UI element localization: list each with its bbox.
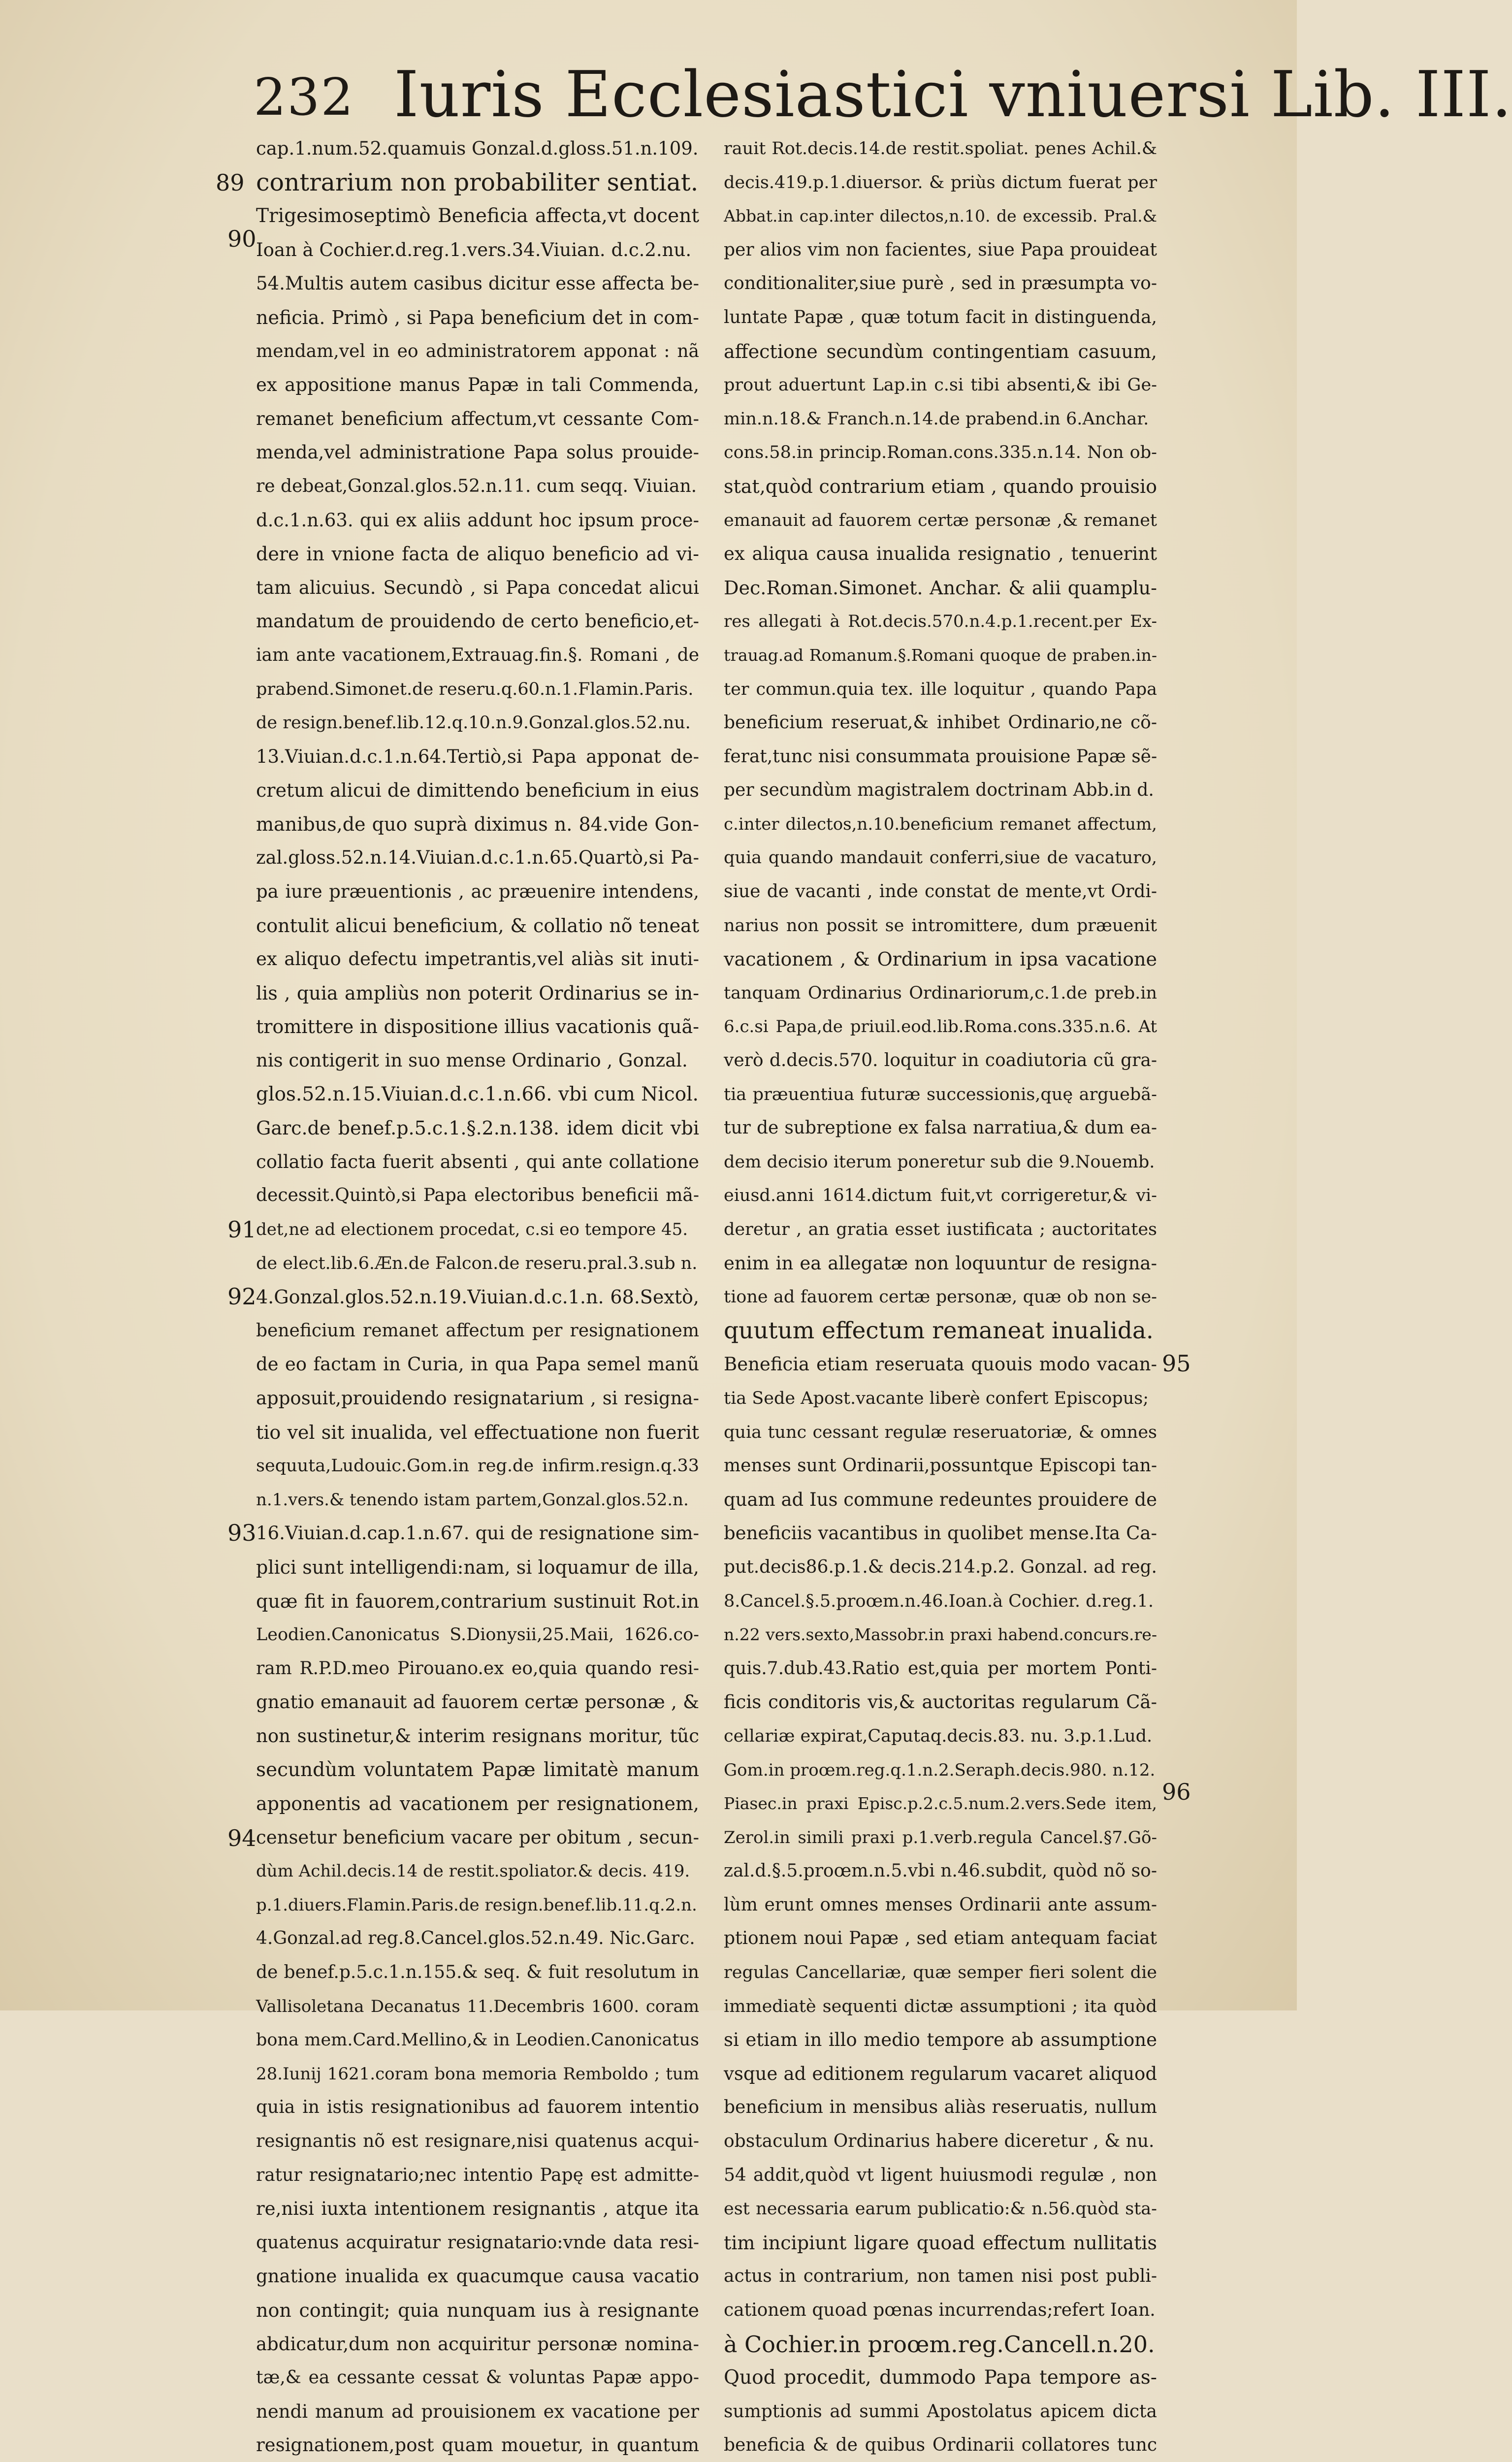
text-line: zal.d.§.5.proœm.n.5.vbi n.46.subdit, quòd nõ so- [724,1861,1157,1881]
text-line: stat,quòd contrarium etiam , quando prouisio [724,475,1157,497]
text-line: Gom.in proœm.reg.q.1.n.2.Seraph.decis.980. n.12. [724,1760,1156,1780]
text-line: ex aliqua causa inualida resignatio , tenuerint [724,543,1157,565]
text-line: non contingit; quia nunquam ius à resignante [256,2300,699,2321]
text-line: 54 addit,quòd vt ligent huiusmodi regulæ , non [724,2165,1157,2185]
text-line: Piasec.in praxi Episc.p.2.c.5.num.2.vers.Sede item, [724,1794,1157,1814]
text-line: Vallisoletana Decanatus 11.Decembris 1600. coram [256,1996,699,2016]
text-line: Trigesimoseptimò Beneficia affecta,vt docent [256,205,699,227]
text-line: tione ad fauorem certæ personæ, quæ ob non se- [724,1287,1157,1307]
text-line: eiusd.anni 1614.dictum fuit,vt corrigeretur,& vi- [724,1186,1157,1206]
text-line: abdicatur,dum non acquiritur personæ nomina- [256,2333,699,2355]
text-line: quia tunc cessant regulæ reseruatoriæ, & omnes [724,1422,1157,1442]
text-line: Quod procedit, dummodo Papa tempore as- [724,2366,1157,2389]
text-line: cons.58.in princip.Roman.cons.335.n.14. Non ob- [724,443,1157,463]
text-line: resignantis nõ est resignare,nisi quatenus acqui- [256,2131,699,2152]
text-line: lùm erunt omnes menses Ordinarii ante assum- [724,1894,1157,1915]
text-line: bona mem.Card.Mellino,& in Leodien.Canonicatus [256,2030,699,2050]
text-line: neficia. Primò , si Papa beneficium det in com- [256,306,699,328]
margin-number: 93 [227,1520,257,1546]
text-line: de eo factam in Curia, in qua Papa semel manũ [256,1354,699,1375]
text-line: p.1.diuers.Flamin.Paris.de resign.benef.lib.11.q.2.n. [256,1895,697,1915]
text-line: per secundùm magistralem doctrinam Abb.in d. [724,780,1154,801]
running-title: Iuris Ecclesiastici vniuersi Lib. III. [394,58,1512,131]
text-line: re debeat,Gonzal.glos.52.n.11. cum seqq. Viuian. [256,476,697,496]
text-line: sumptionis ad summi Apostolatus apicem dicta [724,2401,1157,2422]
text-line: tio vel sit inualida, vel effectuatione non fuerit [256,1421,699,1443]
text-line: per alios vim non facientes, siue Papa prouideat [724,239,1157,260]
text-line: Zerol.in simili praxi p.1.verb.regula Cancel.§7.Gõ- [724,1827,1157,1847]
text-line: quia quando mandauit conferri,siue de vacaturo, [724,848,1157,868]
text-line: n.22 vers.sexto,Massobr.in praxi habend.concurs.re- [724,1625,1157,1645]
text-line: contrarium non probabiliter sentiat. [256,168,699,196]
text-line: dùm Achil.decis.14 de restit.spoliator.& decis. 419. [256,1861,690,1881]
text-line: de elect.lib.6.Æn.de Falcon.de reseru.pral.3.sub n. [256,1253,698,1273]
text-line: beneficia & de quibus Ordinarii collatores tunc [724,2435,1157,2456]
text-line: siue de vacanti , inde constat de mente,vt Ordi- [724,881,1157,902]
text-line: beneficium in mensibus aliàs reseruatis, nullum [724,2097,1157,2118]
text-line: Garc.de benef.p.5.c.1.§.2.n.138. idem dicit vbi [256,1117,699,1139]
text-line: remanet beneficium affectum,vt cessante Com- [256,408,699,429]
text-line: 8.Cancel.§.5.proœm.n.46.Ioan.à Cochier. d.reg.1. [724,1591,1154,1611]
text-line: menses sunt Ordinarii,possuntque Episcopi tan- [724,1456,1157,1476]
text-line: rauit Rot.decis.14.de restit.spoliat. penes Achil.& [724,139,1157,159]
text-line: verò d.decis.570. loquitur in coadiutoria cũ gra- [724,1050,1157,1071]
text-line: vsque ad editionem regularum vacaret aliquod [724,2063,1157,2084]
text-line: emanauit ad fauorem certæ personæ ,& remanet [724,510,1157,530]
text-line: quia in istis resignationibus ad fauorem intentio [256,2097,699,2118]
text-line: sequuta,Ludouic.Gom.in reg.de infirm.resign.q.33 [256,1456,699,1476]
text-line: Abbat.in cap.inter dilectos,n.10. de excessib. Pral.& [724,206,1157,226]
text-line: beneficiis vacantibus in quolibet mense.Ita Ca- [724,1523,1157,1544]
text-line: 4.Gonzal.ad reg.8.Cancel.glos.52.n.49. Nic.Garc. [256,1928,695,1949]
text-line: ram R.P.D.meo Pirouano.ex eo,quia quando resi- [256,1658,699,1679]
right-column [724,132,1157,2462]
text-line: immediatè sequenti dictæ assumptioni ; ita quòd [724,1996,1157,2016]
text-line: gnatio emanauit ad fauorem certæ personæ , & [256,1691,699,1713]
margin-number: 89 [216,169,245,196]
text-line: manibus,de quo suprà diximus n. 84.vide Gon- [256,813,699,835]
text-line: cap.1.num.52.quamuis Gonzal.d.gloss.51.n.109. [256,138,699,159]
text-line: quam ad Ius commune redeuntes prouidere de [724,1489,1157,1510]
text-line: beneficium remanet affectum per resignationem [256,1320,699,1341]
text-line: plici sunt intelligendi:nam, si loquamur de illa, [256,1556,699,1578]
text-line: obstaculum Ordinarius habere diceretur , & nu. [724,2131,1155,2152]
text-line: pa iure præuentionis , ac præuenire intendens, [256,881,699,903]
text-line: tromittere in dispositione illius vacationis quã- [256,1016,699,1038]
text-line: ex aliquo defectu impetrantis,vel aliàs sit inuti- [256,948,699,970]
text-line: ficis conditoris vis,& auctoritas regularum Cã- [724,1691,1157,1713]
text-line: cretum alicui de dimittendo beneficium in eius [256,779,699,802]
text-line: regulas Cancellariæ, quæ semper fieri solent die [724,1963,1157,1983]
text-line: iam ante vacationem,Extrauag.fin.§. Romani , de [256,645,699,665]
left-column [256,132,699,2462]
text-line: quæ fit in fauorem,contrarium sustinuit Rot.in [256,1590,699,1612]
text-line: nendi manum ad prouisionem ex vacatione per [256,2400,699,2422]
text-line: trauag.ad Romanum.§.Romani quoque de praben.in- [724,645,1157,665]
text-line: actus in contrarium, non tamen nisi post publi- [724,2266,1157,2287]
text-line: decis.419.p.1.diuersor. & priùs dictum fuerat per [724,172,1157,193]
text-line: Dec.Roman.Simonet. Anchar. & alii quamplu- [724,577,1157,599]
text-line: 54.Multis autem casibus dicitur esse affecta be- [256,273,699,294]
margin-number: 92 [227,1283,257,1310]
text-line: quis.7.dub.43.Ratio est,quia per mortem Ponti- [724,1658,1157,1679]
text-line: dere in vnione facta de aliquo beneficio ad vi- [256,543,699,565]
text-line: min.n.18.& Franch.n.14.de prabend.in 6.Anchar. [724,409,1149,429]
text-line: quutum effectum remaneat inualida. [724,1317,1154,1344]
text-line: decessit.Quintò,si Papa electoribus beneficii mã- [256,1185,699,1206]
margin-number: 90 [227,226,257,252]
margin-number: 94 [227,1825,257,1851]
text-line: 4.Gonzal.glos.52.n.19.Viuian.d.c.1.n. 68.Sextò, [256,1286,699,1308]
text-line: mendam,vel in eo administratorem apponat : nã [256,341,699,361]
text-line: 28.Iunij 1621.coram bona memoria Remboldo ; tum [256,2064,699,2084]
text-line: à Cochier.in proœm.reg.Cancell.n.20. [724,2331,1155,2358]
text-line: tim incipiunt ligare quoad effectum nullitatis [724,2232,1157,2254]
text-line: vacationem , & Ordinarium in ipsa vacatione [724,948,1157,971]
text-line: cellariæ expirat,Caputaq.decis.83. nu. 3.p.1.Lud. [724,1726,1153,1746]
text-line: tia præuentiua futuræ successionis,quę arguebã- [724,1084,1157,1104]
text-line: gnatione inualida ex quacumque causa vacatio [256,2266,699,2287]
text-line: si etiam in illo medio tempore ab assumptione [724,2029,1157,2051]
text-line: deretur , an gratia esset iustificata ; auctoritates [724,1220,1157,1239]
text-line: put.decis86.p.1.& decis.214.p.2. Gonzal. ad reg. [724,1556,1157,1577]
text-line: beneficium reseruat,& inhibet Ordinario,ne cõ- [724,713,1157,733]
text-line: glos.52.n.15.Viuian.d.c.1.n.66. vbi cum Nicol. [256,1083,699,1105]
text-line: apponentis ad vacationem per resignationem, [256,1793,699,1815]
text-line: apposuit,prouidendo resignatarium , si resigna- [256,1387,699,1409]
text-line: d.c.1.n.63. qui ex aliis addunt hoc ipsum proce- [256,509,699,531]
text-line: conditionaliter,siue purè , sed in præsumpta vo- [724,273,1157,294]
text-line: Ioan à Cochier.d.reg.1.vers.34.Viuian. d.c.2.nu. [256,239,692,260]
text-line: Leodien.Canonicatus S.Dionysii,25.Maii, 1626.co- [256,1625,699,1645]
text-line: cationem quoad pœnas incurrendas;refert Ioan. [724,2300,1156,2320]
text-line: c.inter dilectos,n.10.beneficium remanet affectum, [724,814,1157,834]
text-line: ptionem noui Papæ , sed etiam antequam faciat [724,1928,1157,1949]
text-line: mandatum de prouidendo de certo beneficio,et- [256,611,699,632]
text-line: 16.Viuian.d.cap.1.n.67. qui de resignatione sim- [256,1523,699,1544]
text-line: dem decisio iterum poneretur sub die 9.Nouemb. [724,1152,1155,1172]
text-line: ex appositione manus Papæ in tali Commenda, [256,374,699,396]
text-line: narius non possit se intromittere, dum præuenit [724,915,1157,936]
text-line: tam alicuius. Secundò , si Papa concedat alicui [256,577,699,598]
text-line: resignationem,post quam mouetur, in quantum [256,2434,699,2456]
text-line: ter commun.quia tex. ille loquitur , quando Papa [724,679,1157,699]
text-line: nis contigerit in suo mense Ordinario , Gonzal. [256,1050,688,1071]
text-line: ratur resignatario;nec intentio Papę est admitte- [256,2165,699,2185]
text-line: affectione secundùm contingentiam casuum, [724,340,1157,362]
text-line: tæ,& ea cessante cessat & voluntas Papæ appo- [256,2367,699,2388]
text-line: tur de subreptione ex falsa narratiua,& dum ea- [724,1118,1157,1138]
text-line: menda,vel administratione Papa solus prouide- [256,442,699,463]
text-line: tanquam Ordinarius Ordinariorum,c.1.de preb.in [724,983,1157,1003]
text-line: collatio facta fuerit absenti , qui ante collatione [256,1151,699,1172]
page-number: 232 [254,67,354,127]
text-line: de resign.benef.lib.12.q.10.n.9.Gonzal.glos.52.nu. [256,713,691,733]
text-line: res allegati à Rot.decis.570.n.4.p.1.recent.per Ex- [724,612,1157,632]
text-line: re,nisi iuxta intentionem resignantis , atque ita [256,2198,699,2220]
text-line: ferat,tunc nisi consummata prouisione Papæ sẽ- [724,746,1158,767]
margin-number: 95 [1162,1350,1191,1377]
text-line: enim in ea allegatæ non loquuntur de resigna- [724,1252,1157,1274]
text-line: zal.gloss.52.n.14.Viuian.d.c.1.n.65.Quartò,si Pa- [256,847,699,869]
text-line: contulit alicui beneficium, & collatio nõ teneat [256,914,699,937]
text-line: luntate Papæ , quæ totum facit in distinguenda, [724,307,1157,327]
text-line: prout aduertunt Lap.in c.si tibi absenti,& ibi Ge- [724,375,1157,395]
text-line: non sustinetur,& interim resignans moritur, tũc [256,1725,699,1747]
margin-number: 91 [227,1216,257,1243]
text-line: est necessaria earum publicatio:& n.56.quòd sta- [724,2199,1157,2219]
text-line: de benef.p.5.c.1.n.155.& seq. & fuit resolutum in [256,1962,699,1983]
text-line: secundùm voluntatem Papæ limitatè manum [256,1758,699,1781]
text-line: quatenus acquiratur resignatario:vnde data resi- [256,2232,699,2253]
text-line: Beneficia etiam reseruata quouis modo vacan- [724,1354,1157,1375]
text-line: 6.c.si Papa,de priuil.eod.lib.Roma.cons.335.n.6. At [724,1017,1157,1037]
text-line: lis , quia ampliùs non poterit Ordinarius se in- [256,982,699,1004]
text-line: prabend.Simonet.de reseru.q.60.n.1.Flamin.Paris. [256,679,694,699]
page-header [254,58,1512,132]
text-line: tia Sede Apost.vacante liberè confert Episcopus; [724,1388,1149,1408]
text-line: det,ne ad electionem procedat, c.si eo tempore 45. [256,1220,688,1239]
text-line: censetur beneficium vacare per obitum , secun- [256,1826,699,1848]
text-line: 13.Viuian.d.c.1.n.64.Tertiò,si Papa apponat de- [256,745,699,767]
margin-number: 96 [1162,1779,1191,1805]
text-line: n.1.vers.& tenendo istam partem,Gonzal.glos.52.n. [256,1490,689,1510]
